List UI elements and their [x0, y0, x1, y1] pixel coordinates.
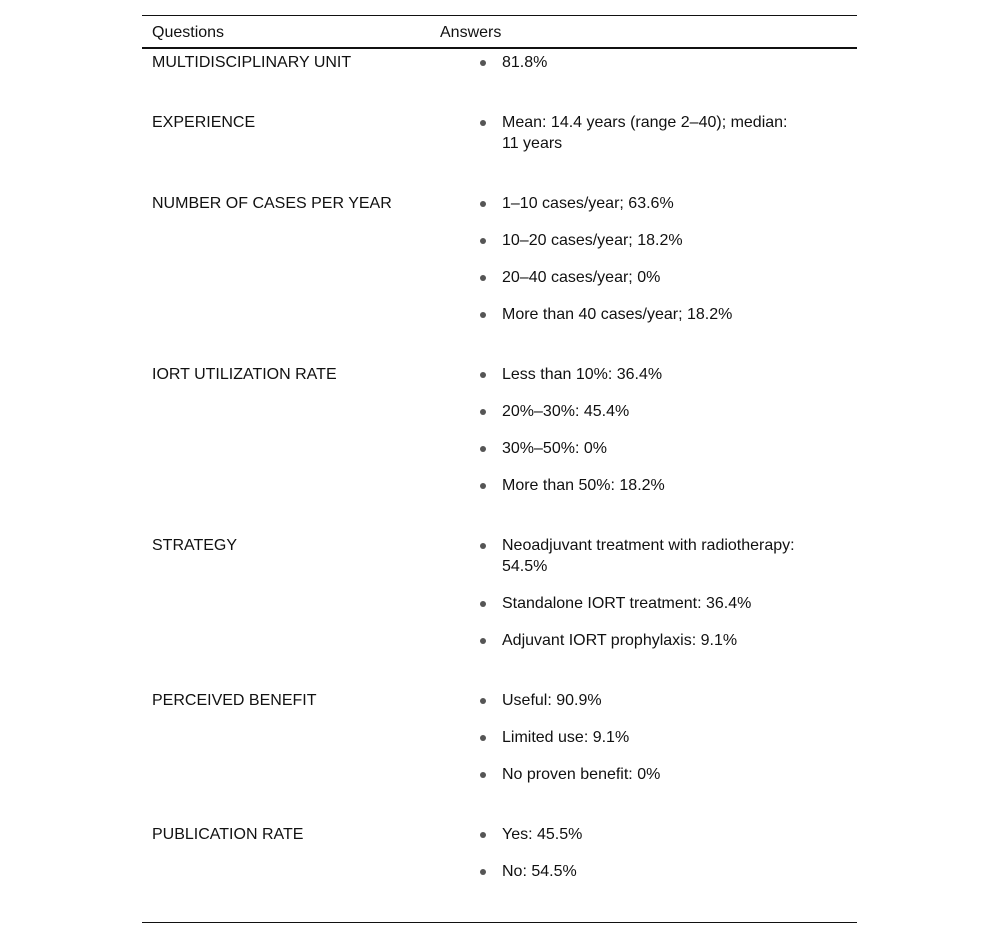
bullet-icon — [480, 372, 486, 378]
answer-item — [480, 764, 807, 785]
bullet-icon — [480, 238, 486, 244]
table-body — [142, 49, 857, 921]
answer-item — [480, 112, 807, 154]
answer-cell — [440, 52, 857, 73]
bullet-icon — [480, 312, 486, 318]
answer-item — [480, 690, 807, 711]
question-cell: PUBLICATION RATE — [152, 826, 304, 843]
answer-text: No proven benefit: 0% — [502, 766, 661, 783]
bullet-icon — [480, 60, 486, 66]
question-cell: MULTIDISCIPLINARY UNIT — [152, 54, 352, 71]
answer-text: 30%–50%: 0% — [502, 440, 607, 457]
bullet-icon — [480, 698, 486, 704]
answer-text: More than 40 cases/year; 18.2% — [502, 306, 733, 323]
answer-text: Yes: 45.5% — [502, 826, 583, 843]
question-cell: EXPERIENCE — [152, 114, 256, 131]
bullet-icon — [480, 543, 486, 549]
answer-text: Less than 10%: 36.4% — [502, 366, 663, 383]
question-cell: PERCEIVED BENEFIT — [152, 692, 317, 709]
answer-text: 81.8% — [502, 54, 548, 71]
answer-text: More than 50%: 18.2% — [502, 477, 665, 494]
answer-cell — [440, 364, 857, 496]
survey-table — [142, 15, 857, 921]
bullet-icon — [480, 483, 486, 489]
question-cell: NUMBER OF CASES PER YEAR — [152, 195, 392, 212]
answer-item — [480, 401, 807, 422]
answer-text: Useful: 90.9% — [502, 692, 602, 709]
bullet-icon — [480, 638, 486, 644]
question-cell: IORT UTILIZATION RATE — [152, 366, 337, 383]
questions-column-header: Questions — [152, 24, 225, 41]
bullet-icon — [480, 869, 486, 875]
question-cell: STRATEGY — [152, 537, 238, 554]
answer-cell — [440, 535, 857, 651]
answer-cell — [440, 193, 857, 325]
answer-cell — [440, 690, 857, 785]
answer-item — [480, 230, 807, 251]
answer-item — [480, 193, 807, 214]
table-row — [142, 193, 857, 364]
bullet-icon — [480, 832, 486, 838]
bullet-icon — [480, 275, 486, 281]
answer-text: 20%–30%: 45.4% — [502, 403, 630, 420]
answer-text: 10–20 cases/year; 18.2% — [502, 232, 683, 249]
answer-item — [480, 304, 807, 325]
answer-cell — [440, 112, 857, 154]
answer-item — [480, 52, 807, 73]
answer-text: Adjuvant IORT prophylaxis: 9.1% — [502, 632, 738, 649]
answer-text: Standalone IORT treatment: 36.4% — [502, 595, 752, 612]
bullet-icon — [480, 772, 486, 778]
answer-item — [480, 475, 807, 496]
table-row — [142, 824, 857, 921]
answer-item — [480, 267, 807, 288]
table-bottom-rule — [142, 922, 857, 923]
answer-item — [480, 364, 807, 385]
answer-item — [480, 824, 807, 845]
table-row — [142, 690, 857, 824]
answer-item — [480, 593, 807, 614]
bullet-icon — [480, 409, 486, 415]
answer-text: Mean: 14.4 years (range 2–40); median: 11 years — [502, 114, 788, 152]
answer-item — [480, 861, 807, 882]
answer-text: Limited use: 9.1% — [502, 729, 630, 746]
answer-item — [480, 535, 807, 577]
bullet-icon — [480, 601, 486, 607]
answer-text: No: 54.5% — [502, 863, 577, 880]
table-row — [142, 364, 857, 535]
bullet-icon — [480, 735, 486, 741]
table-row — [142, 535, 857, 690]
table-row — [142, 52, 857, 112]
answer-cell — [440, 824, 857, 882]
table-header-row — [142, 16, 857, 49]
answer-item — [480, 727, 807, 748]
answers-column-header: Answers — [440, 24, 502, 41]
answer-item — [480, 630, 807, 651]
bullet-icon — [480, 446, 486, 452]
answer-text: Neoadjuvant treatment with radiotherapy: 54.5% — [502, 537, 795, 575]
table-row — [142, 112, 857, 193]
answer-item — [480, 438, 807, 459]
bullet-icon — [480, 201, 486, 207]
bullet-icon — [480, 120, 486, 126]
answer-text: 20–40 cases/year; 0% — [502, 269, 661, 286]
answer-text: 1–10 cases/year; 63.6% — [502, 195, 674, 212]
